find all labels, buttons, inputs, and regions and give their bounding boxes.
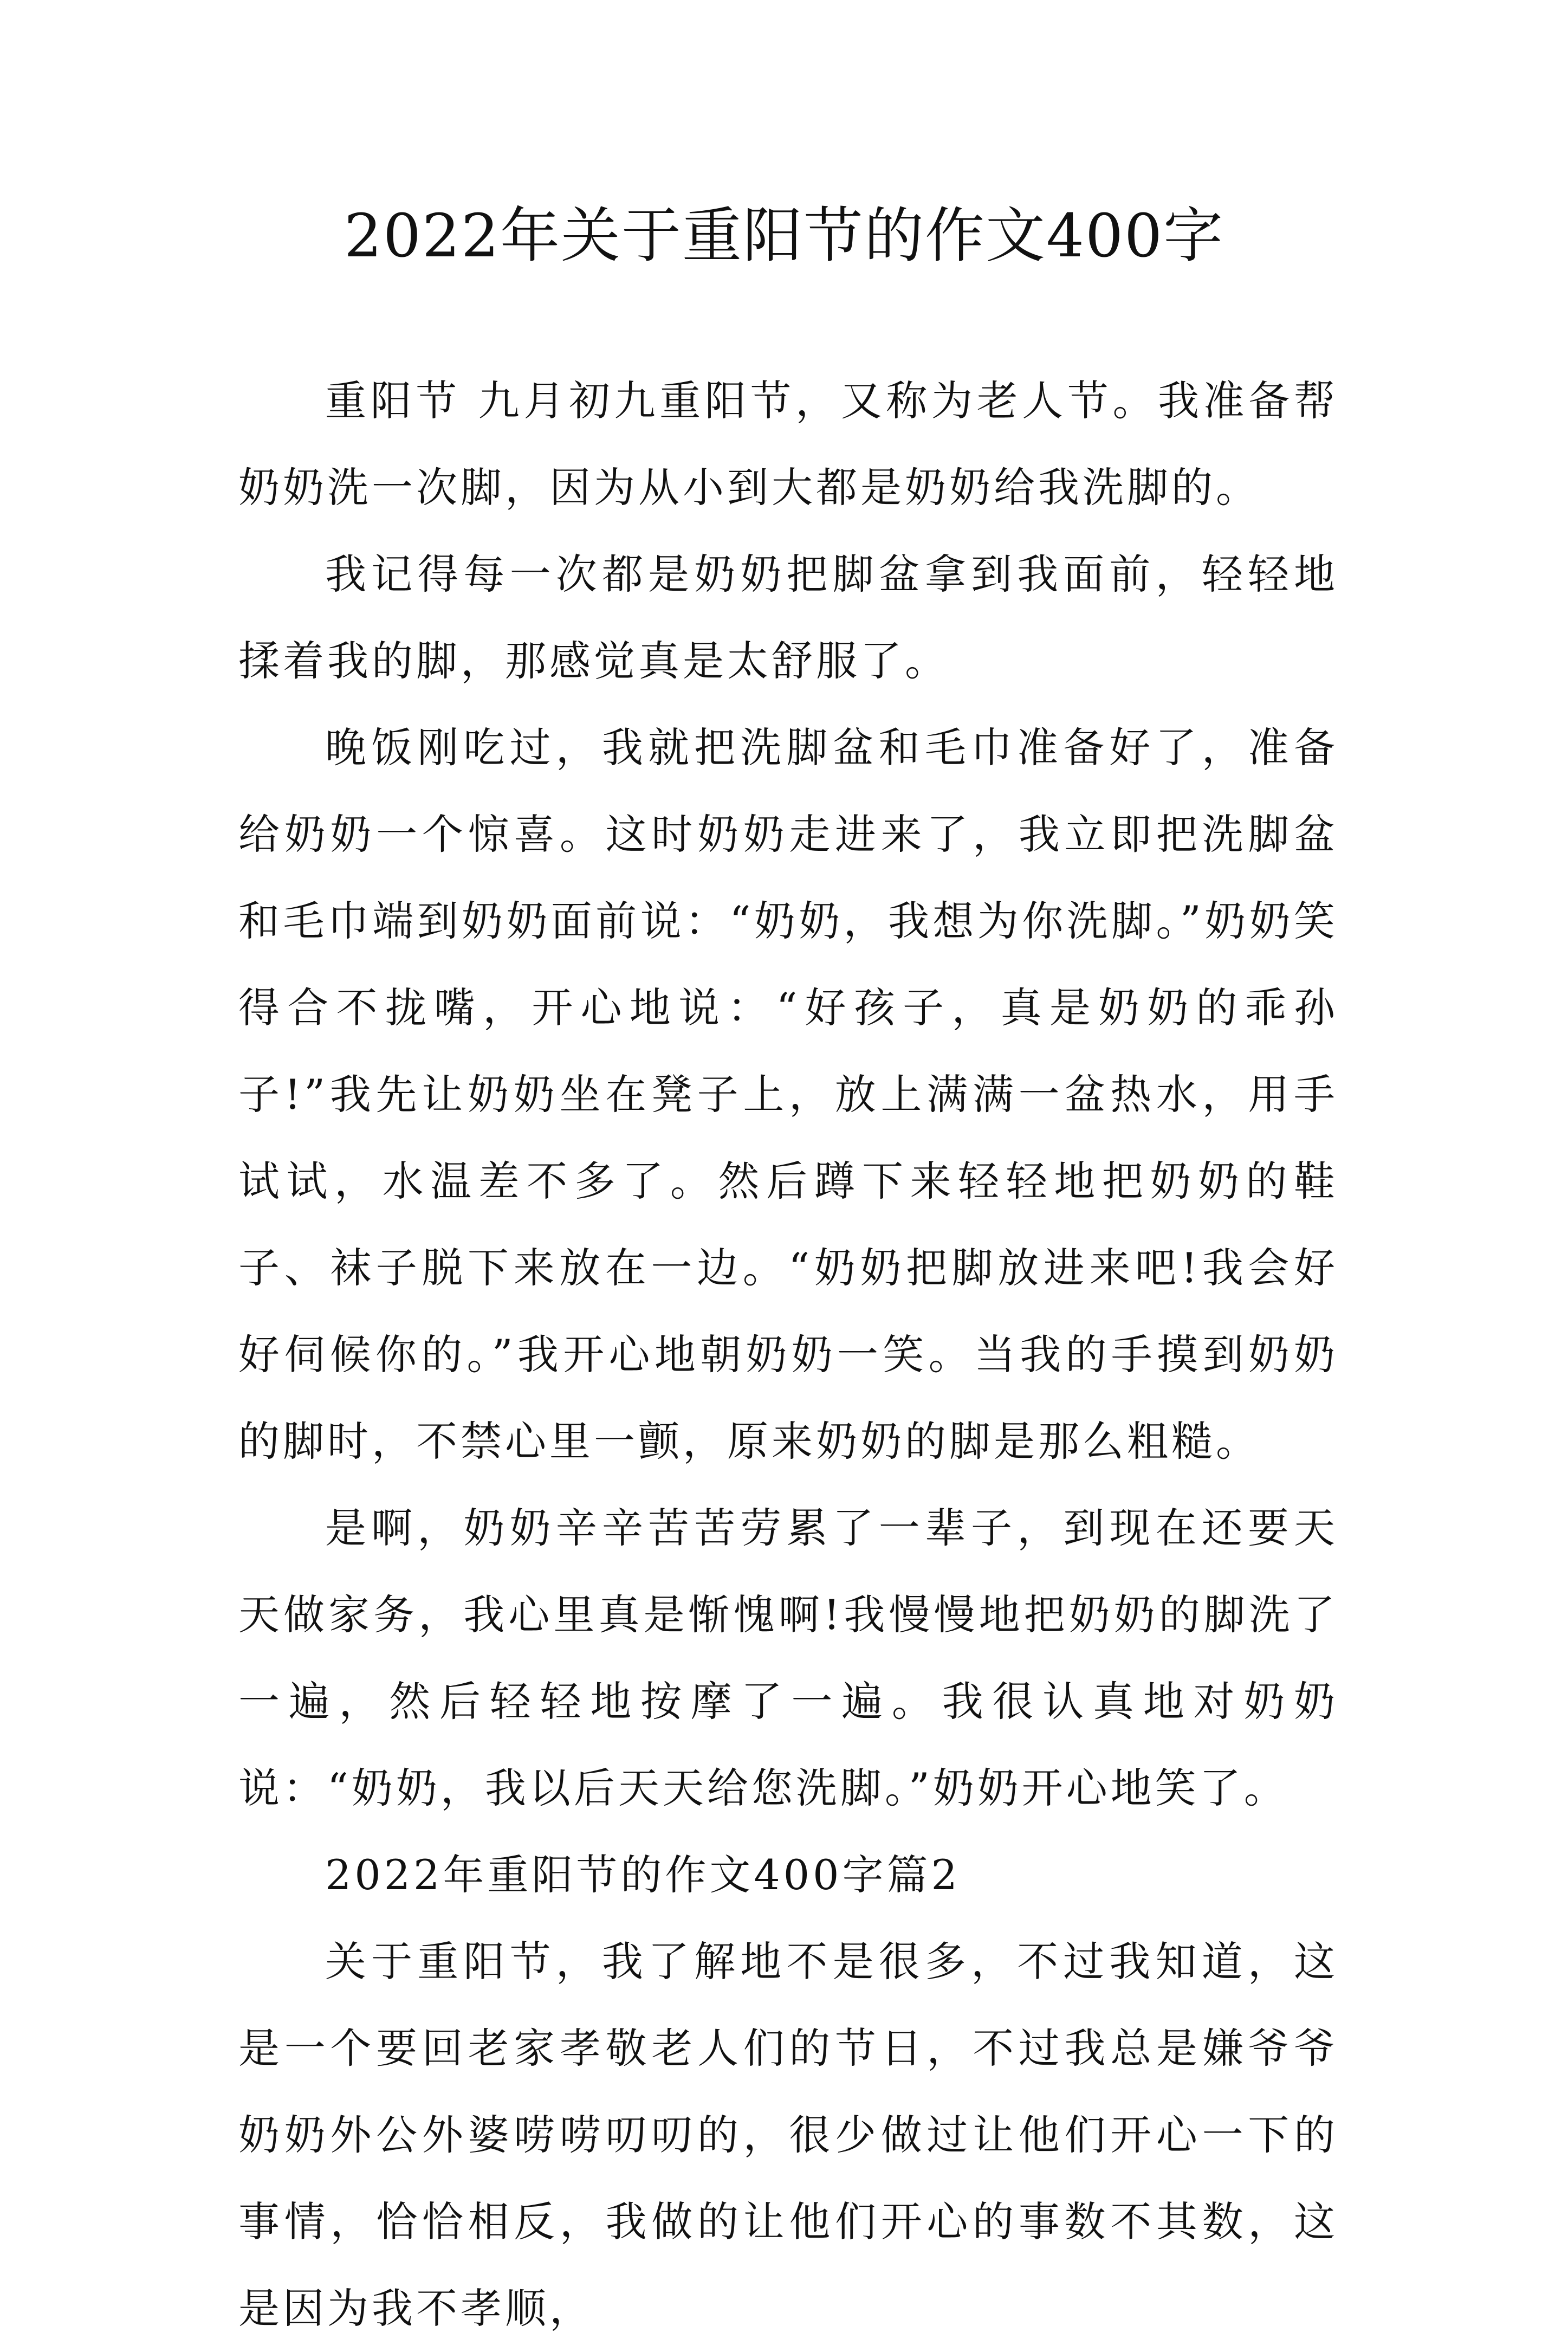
paragraph-1: 重阳节 九月初九重阳节，又称为老人节。我准备帮奶奶洗一次脚，因为从小到大都是奶奶给我洗脚的。 (238, 377, 1338, 512)
paragraph-6: 关于重阳节，我了解地不是很多，不过我知道，这是一个要回老家孝敬老人们的节日，不过我总是嫌爷爷奶奶外公外婆唠唠叨叨的，很少做过让他们开心一下的事情，恰恰相反，我做的让他们开心的事数不其数，这是因为我不孝顺， (238, 1937, 1338, 2332)
document-body (238, 358, 1338, 2352)
paragraph-2: 我记得每一次都是奶奶把脚盆拿到我面前，轻轻地揉着我的脚，那感觉真是太舒服了。 (238, 550, 1338, 685)
section-heading-2: 2022年重阳节的作文400字篇2 (325, 1851, 961, 1899)
paragraph-3: 晚饭刚吃过，我就把洗脚盆和毛巾准备好了，准备给奶奶一个惊喜。这时奶奶走进来了，我立即把洗脚盆和毛巾端到奶奶面前说：“奶奶，我想为你洗脚。”奶奶笑得合不拢嘴，开心地说：“好孩子，真是奶奶的乖孙子!”我先让奶奶坐在凳子上，放上满满一盆热水，用手试试，水温差不多了。然后蹲下来轻轻地把奶奶的鞋子、袜子脱下来放在一边。“奶奶把脚放进来吧!我会好好伺候你的。”我开心地朝奶奶一笑。当我的手摸到奶奶的脚时，不禁心里一颤，原来奶奶的脚是那么粗糙。 (238, 723, 1338, 1465)
paragraph-4: 是啊，奶奶辛辛苦苦劳累了一辈子，到现在还要天天做家务，我心里真是惭愧啊!我慢慢地把奶奶的脚洗了一遍，然后轻轻地按摩了一遍。我很认真地对奶奶说：“奶奶，我以后天天给您洗脚。”奶奶开心地笑了。 (238, 1504, 1338, 1812)
document-title: 2022年关于重阳节的作文400字 (344, 201, 1224, 270)
